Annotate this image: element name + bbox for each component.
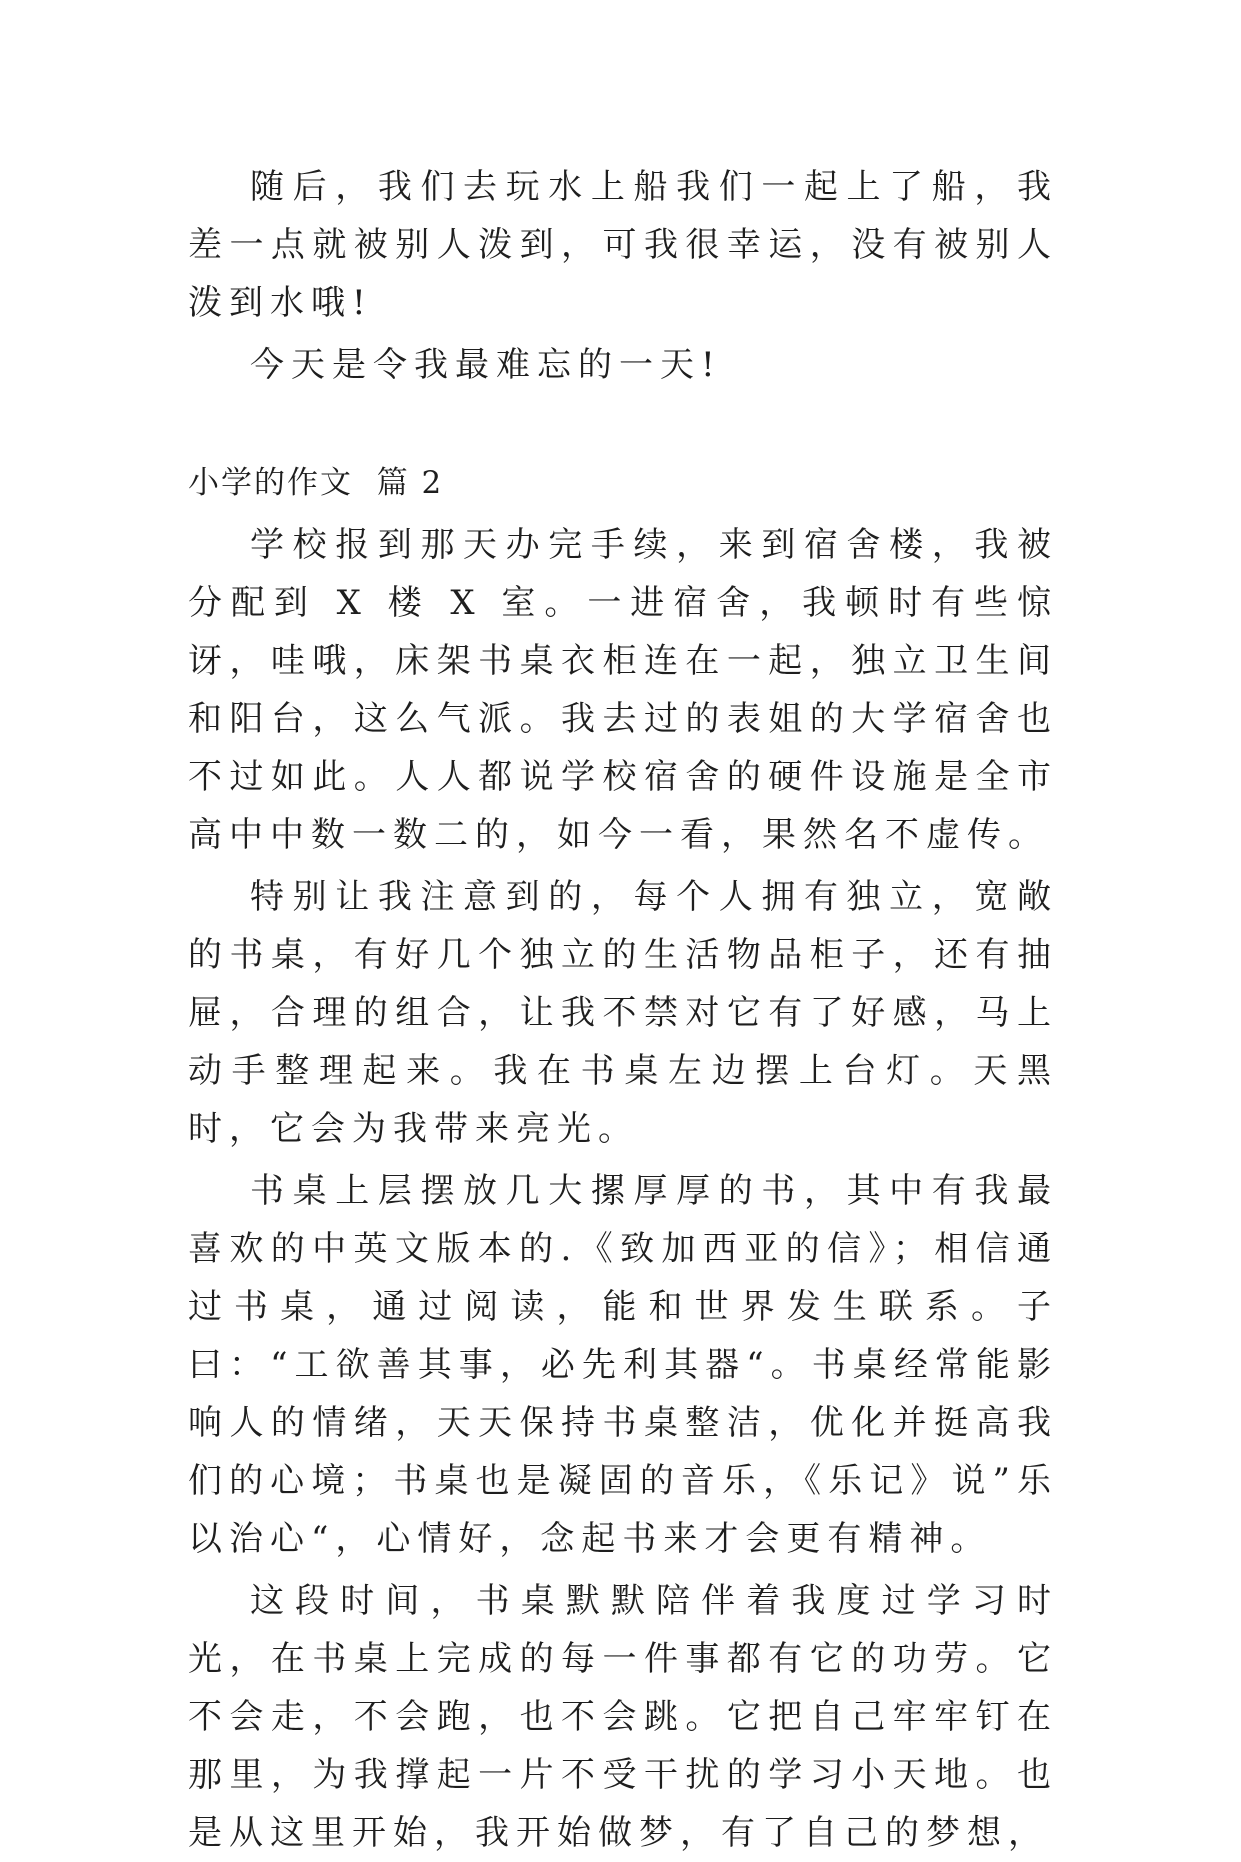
- paragraph: 这段时间，书桌默默陪伴着我度过学习时光，在书桌上完成的每一件事都有它的功劳。它不会走，不会跑，也不会跳。它把自己牢牢钉在那里，为我撑起一片不受干扰的学习小天地。也是从这里开始，我开始做梦，有了自己的梦想，: [188, 1581, 1058, 1853]
- paragraph: 特别让我注意到的，每个人拥有独立，宽敞的书桌，有好几个独立的生活物品柜子，还有抽屉，合理的组合，让我不禁对它有了好感，马上动手整理起来。我在书桌左边摆上台灯。天黑时，它会为我带来亮光。: [188, 877, 1058, 1149]
- document-body: [188, 158, 1058, 1862]
- paragraph: 学校报到那天办完手续，来到宿舍楼，我被分配到 X 楼 X 室。一进宿舍，我顿时有些惊讶，哇哦，床架书桌衣柜连在一起，独立卫生间和阳台，这么气派。我去过的表姐的大学宿舍也不过如此。人人都说学校宿舍的硬件设施是全市高中中数一数二的，如今一看，果然名不虚传。: [188, 525, 1058, 855]
- paragraph: 今天是令我最难忘的一天!: [250, 345, 722, 385]
- paragraph: 书桌上层摆放几大摞厚厚的书，其中有我最喜欢的中英文版本的.《致加西亚的信》；相信通过书桌，通过阅读，能和世界发生联系。子曰：“工欲善其事，必先利其器“。书桌经常能影响人的情绪，天天保持书桌整洁，优化并挺高我们的心境；书桌也是凝固的音乐，《乐记》说”乐以治心“，心情好，念起书来才会更有精神。: [188, 1171, 1058, 1559]
- paragraph: 随后，我们去玩水上船我们一起上了船，我差一点就被别人泼到，可我很幸运，没有被别人泼到水哦!: [188, 167, 1058, 323]
- section-heading: 小学的作文 篇 2: [188, 465, 444, 501]
